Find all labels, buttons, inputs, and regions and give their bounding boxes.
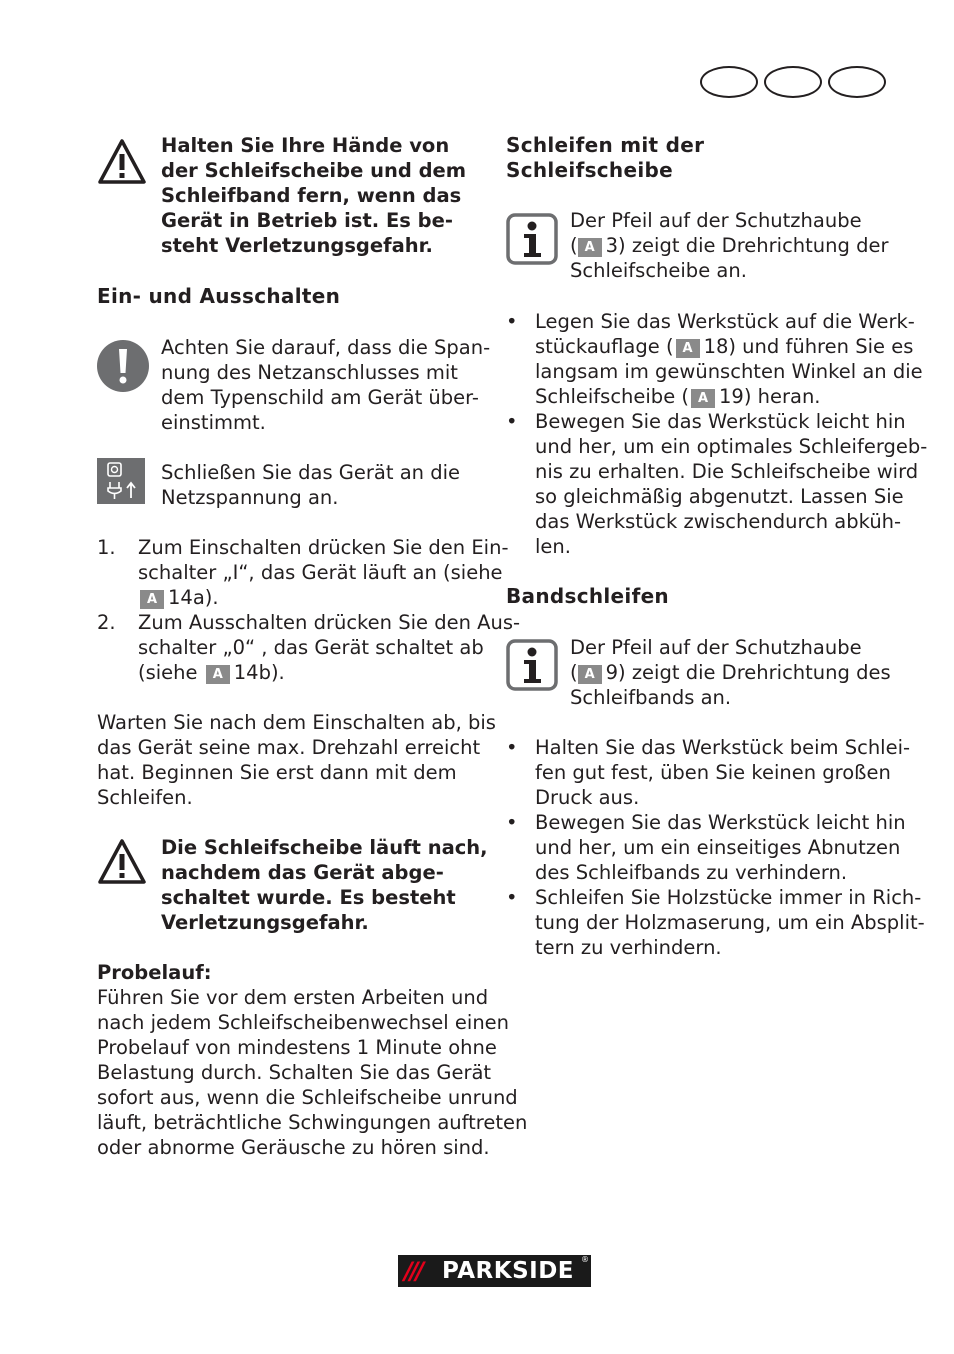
info-disc-direction: Der Pfeil auf der Schutzhaube ( A 3) zeigt die Drehrichtung der Schleifscheibe an. <box>570 209 889 282</box>
note-plug: Schließen Sie das Gerät an die Netzspannung an. <box>161 461 461 509</box>
logo-registered: ® <box>581 1255 589 1264</box>
info-band-direction: Der Pfeil auf der Schutzhaube ( A 9) zeigt die Drehrichtung des Schleifbands an. <box>570 636 891 709</box>
figure-badge: A <box>206 665 230 684</box>
figure-badge: A <box>691 389 715 408</box>
plug-mains-icon <box>97 458 145 508</box>
list-item: • Bewegen Sie das Werkstück leicht hin und her, um ein optimales Schleifergeb- nis zu erhalten. Die Schleifscheibe wird so gleichmäßig abgenutzt. Lassen Sie das Werkstück zwischendurch abküh- len. <box>506 410 928 558</box>
language-oval-3 <box>828 66 886 98</box>
test-run-section: Probelauf: Führen Sie vor dem ersten Arbeiten und nach jedem Schleifscheibenwechsel einen Probelauf von mindestens 1 Minute ohne Belastung durch. Schalten Sie das Gerät sofort aus, wenn die Schleifscheibe unrund läuft, beträchtliche Schwingungen auftreten oder abnorme Geräusche zu hören sind. <box>97 961 528 1159</box>
list-item: 2. Zum Ausschalten drücken Sie den Aus- schalter „0“ , das Gerät schaltet ab (siehe A 14b). <box>97 611 521 684</box>
list-item: • Halten Sie das Werkstück beim Schlei- fen gut fest, üben Sie keinen großen Druck aus. <box>506 736 911 809</box>
info-icon <box>506 639 558 695</box>
parkside-logo <box>398 1255 591 1287</box>
heading-disc-grinding: Schleifen mit der Schleifscheibe <box>506 133 705 182</box>
figure-badge: A <box>578 238 602 257</box>
figure-badge: A <box>140 590 164 609</box>
band-bullet-list <box>506 735 925 960</box>
paragraph-wait: Warten Sie nach dem Einschalten ab, bis das Gerät seine max. Drehzahl erreicht hat. Beginnen Sie erst dann mit dem Schleifen. <box>97 711 496 809</box>
warning-text-rundown: Die Schleifscheibe läuft nach, nachdem das Gerät abge- schaltet wurde. Es besteht Verletzungsgefahr. <box>161 836 488 934</box>
figure-badge: A <box>676 339 700 358</box>
logo-stripes: /// <box>404 1257 422 1285</box>
figure-badge: A <box>578 665 602 684</box>
list-item: 1. Zum Einschalten drücken Sie den Ein- schalter „I“, das Gerät läuft an (siehe A 14a). <box>97 536 509 609</box>
info-icon <box>506 213 558 269</box>
test-run-title: Probelauf: <box>97 961 212 984</box>
language-oval-2 <box>764 66 822 98</box>
disc-bullet-list <box>506 309 928 559</box>
warning-triangle-icon <box>97 138 147 190</box>
list-item: • Bewegen Sie das Werkstück leicht hin und her, um ein einseitiges Abnutzen des Schleifbands zu verhindern. <box>506 811 906 884</box>
logo-text: PARKSIDE <box>442 1258 575 1284</box>
list-item: • Schleifen Sie Holzstücke immer in Rich- tung der Holzmaserung, um ein Absplit- tern zu verhindern. <box>506 886 925 959</box>
warning-triangle-icon <box>97 838 147 890</box>
language-ovals <box>700 66 890 100</box>
warning-text-hands: Halten Sie Ihre Hände von der Schleifscheibe und dem Schleifband fern, wenn das Gerät in Betrieb ist. Es be- steht Verletzungsgefahr. <box>161 134 467 257</box>
exclamation-circle-icon <box>97 340 149 396</box>
note-voltage: Achten Sie darauf, dass die Span- nung des Netzanschlusses mit dem Typenschild am Gerät über- einstimmt. <box>161 336 491 434</box>
heading-band-grinding: Bandschleifen <box>506 584 669 608</box>
language-oval-1 <box>700 66 758 98</box>
heading-on-off: Ein- und Ausschalten <box>97 284 341 308</box>
step-list <box>97 535 521 685</box>
list-item: • Legen Sie das Werkstück auf die Werk- stückauflage ( A 18) und führen Sie es langsam im gewünschten Winkel an die Schleifscheibe ( A 19) heran. <box>506 310 923 408</box>
